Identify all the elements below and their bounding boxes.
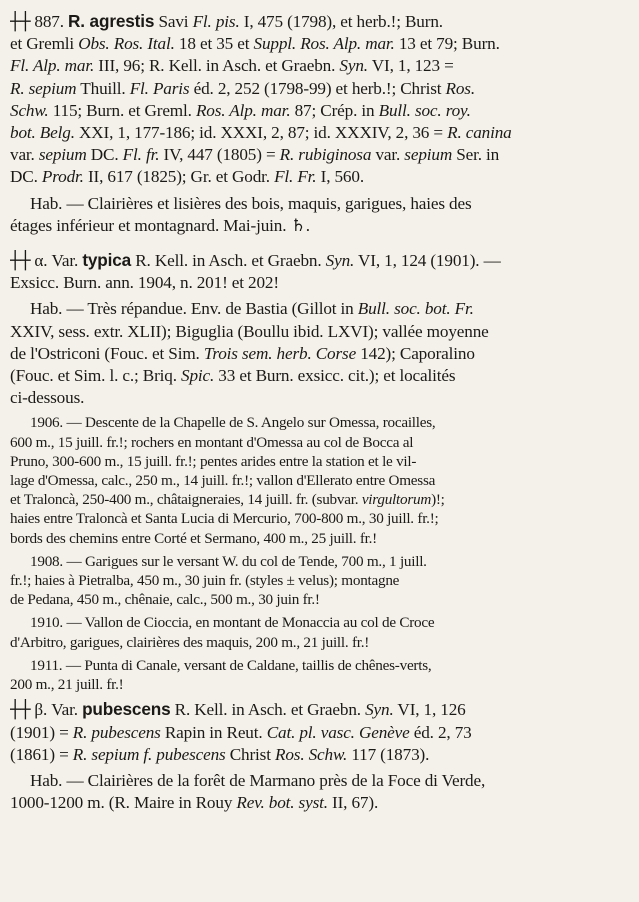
text-run: 1910. — Vallon de Cioccia, en montant de Monaccia au col de Croce xyxy=(30,614,435,632)
text-line xyxy=(10,433,629,452)
text-run: α. Var. xyxy=(34,251,83,271)
citation-italic: Spic. xyxy=(181,366,215,386)
double-cross-symbol: ┼┼ xyxy=(10,12,31,32)
text-paragraph xyxy=(10,656,629,694)
text-line xyxy=(10,590,629,609)
citation-italic: Ros. Schw. xyxy=(274,744,348,764)
text-paragraph xyxy=(10,413,629,547)
text-run: DC. xyxy=(86,145,123,165)
text-line xyxy=(10,215,629,237)
text-run: 18 et 35 et xyxy=(174,34,254,54)
text-paragraph xyxy=(10,298,629,409)
citation-italic: Fl. Fr. xyxy=(274,167,317,187)
text-run: Rapin in Reut. xyxy=(160,722,267,742)
text-paragraph xyxy=(10,193,629,237)
citation-italic: Obs. Ros. Ital. xyxy=(78,34,175,54)
citation-italic: Cat. pl. vasc. Genève xyxy=(266,722,410,742)
text-run: d'Arbitro, garigues, clairières des maquis, 200 m., 21 juill. fr.! xyxy=(10,633,370,651)
text-run: XXI, 1, 177-186; id. XXXI, 2, 87; id. XXXIV, 2, 36 = xyxy=(74,123,448,143)
text-run: var. xyxy=(371,145,405,165)
text-run: de l'Ostriconi (Fouc. et Sim. xyxy=(10,343,204,363)
text-run: haies entre Traloncà et Santa Lucia di Mercurio, 700-800 m., 30 juill. fr.!; xyxy=(10,510,439,528)
text-run: 115; Burn. et Greml. xyxy=(48,100,196,120)
text-line xyxy=(10,166,629,188)
citation-italic: Trois sem. herb. Corse xyxy=(203,343,357,363)
citation-italic: Ros. xyxy=(445,78,475,98)
text-run: (Fouc. et Sim. l. c.; Briq. xyxy=(10,366,182,386)
taxon-name: pubescens xyxy=(82,699,171,720)
text-run: de Pedana, 450 m., chênaie, calc., 500 m., 30 juin fr.! xyxy=(10,591,320,609)
text-run: VI, 1, 123 = xyxy=(367,56,454,76)
text-run: VI, 1, 124 (1901). — xyxy=(354,251,501,271)
text-run: ci-dessous. xyxy=(10,388,85,408)
citation-italic: R. rubiginosa xyxy=(279,145,372,165)
text-line xyxy=(10,471,629,490)
text-run: Hab. — Clairières de la forêt de Marmano près de la Foce di Verde, xyxy=(30,770,486,790)
citation-italic: virgultorum xyxy=(361,491,432,509)
text-run: Hab. — Clairières et lisières des bois, maquis, garigues, haies des xyxy=(30,193,472,213)
taxon-name: typica xyxy=(82,250,132,271)
text-run: 1908. — Garigues sur le versant W. du col de Tende, 700 m., 1 juill. xyxy=(30,552,427,570)
section-gap xyxy=(10,241,629,249)
text-run: Exsicc. Burn. ann. 1904, n. 201! et 202! xyxy=(10,273,279,293)
citation-italic: Syn. xyxy=(365,700,394,720)
text-run: lage d'Omessa, calc., 250 m., 14 juill. fr.!; vallon d'Ellerato entre Omessa xyxy=(10,472,436,490)
text-line xyxy=(10,55,629,77)
text-line xyxy=(10,675,629,694)
citation-italic: Syn. xyxy=(325,251,355,271)
text-run: 1000-1200 m. (R. Maire in Rouy xyxy=(10,793,237,813)
text-run: et Traloncà, 250-400 m., châtaigneraies, 14 juill. fr. (subvar. xyxy=(10,491,362,509)
text-run: II, 617 (1825); Gr. et Godr. xyxy=(83,167,275,187)
citation-italic: Fl. Paris xyxy=(129,78,190,98)
text-run: Ser. in xyxy=(452,145,500,165)
text-run: étages inférieur et montagnard. Mai-juin. ♄. xyxy=(10,215,310,235)
text-line xyxy=(10,365,629,387)
text-line xyxy=(10,552,629,571)
citation-italic: R. sepium xyxy=(10,78,77,98)
text-run: fr.!; haies à Pietralba, 450 m., 30 juin fr. (styles ± velus); montagne xyxy=(10,572,400,590)
citation-italic: R. sepium f. pubescens xyxy=(72,744,226,764)
text-line xyxy=(10,633,629,652)
text-line xyxy=(10,613,629,632)
text-line xyxy=(10,698,629,721)
text-line xyxy=(10,770,629,792)
text-run: II, 67). xyxy=(327,793,379,813)
text-line xyxy=(10,722,629,744)
text-run: DC. xyxy=(10,167,42,187)
citation-italic: Prodr. xyxy=(41,167,84,187)
text-line xyxy=(10,10,629,33)
citation-italic: Schw. xyxy=(10,100,49,120)
text-run: bords des chemins entre Corté et Sermano, 400 m., 25 juill. fr.! xyxy=(10,529,377,547)
text-line xyxy=(10,249,629,272)
text-run: R. Kell. in Asch. et Graebn. xyxy=(131,251,326,271)
text-run: IV, 447 (1805) = xyxy=(159,145,280,165)
text-run: éd. 2, 73 xyxy=(409,722,472,742)
text-run: Hab. — Très répandue. Env. de Bastia (Gillot in xyxy=(30,299,358,319)
text-paragraph xyxy=(10,613,629,651)
citation-italic: Fl. Alp. mar. xyxy=(10,56,95,76)
text-line xyxy=(10,343,629,365)
text-run: var. xyxy=(10,145,39,165)
taxon-entry xyxy=(10,249,629,294)
text-line xyxy=(10,144,629,166)
text-run: (1861) = xyxy=(10,744,73,764)
citation-italic: Bull. soc. bot. Fr. xyxy=(357,299,474,319)
text-run: III, 96; R. Kell. in Asch. et Graebn. xyxy=(94,56,340,76)
text-run: Thuill. xyxy=(76,78,130,98)
text-run: )!; xyxy=(431,491,445,509)
text-run: 200 m., 21 juill. fr.! xyxy=(10,676,124,694)
citation-italic: sepium xyxy=(404,145,453,165)
text-run: 13 et 79; Burn. xyxy=(394,34,500,54)
text-run: 87; Crép. in xyxy=(290,100,379,120)
text-run: 1906. — Descente de la Chapelle de S. Angelo sur Omessa, rocailles, xyxy=(30,414,436,432)
text-run: R. Kell. in Asch. et Graebn. xyxy=(170,700,366,720)
text-paragraph xyxy=(10,770,629,814)
double-cross-symbol: ┼┼ xyxy=(10,700,31,721)
citation-italic: Bull. soc. roy. xyxy=(378,100,471,120)
text-run: (1901) = xyxy=(10,722,73,742)
text-line xyxy=(10,744,629,766)
text-line xyxy=(10,272,629,294)
text-run: β. Var. xyxy=(34,700,83,720)
text-line xyxy=(10,452,629,471)
citation-italic: Ros. Alp. mar. xyxy=(195,100,291,120)
text-line xyxy=(10,490,629,509)
text-line xyxy=(10,509,629,528)
text-run: I, 560. xyxy=(316,167,364,187)
text-line xyxy=(10,100,629,122)
text-line xyxy=(10,33,629,55)
text-line xyxy=(10,529,629,548)
taxon-name: R. agrestis xyxy=(68,11,155,31)
citation-italic: sepium xyxy=(38,145,87,165)
citation-italic: Rev. bot. syst. xyxy=(236,793,328,813)
text-run: 1911. — Punta di Canale, versant de Caldane, taillis de chênes-verts, xyxy=(30,656,432,674)
text-paragraph xyxy=(10,552,629,610)
citation-italic: Fl. fr. xyxy=(122,145,160,165)
text-line xyxy=(10,792,629,814)
text-run: éd. 2, 252 (1798-99) et herb.!; Christ xyxy=(189,78,446,98)
text-run: I, 475 (1798), et herb.!; Burn. xyxy=(239,12,443,31)
text-line xyxy=(10,387,629,409)
citation-italic: bot. Belg. xyxy=(10,123,75,143)
citation-italic: Syn. xyxy=(339,56,368,76)
text-run: 142); Caporalino xyxy=(356,343,475,363)
text-run: Savi xyxy=(154,12,193,31)
text-run: 33 et Burn. exsicc. cit.); et localités xyxy=(214,366,456,386)
text-run: Christ xyxy=(225,744,275,764)
text-run: XXIV, sess. extr. XLII); Biguglia (Boullu ibid. LXVI); vallée moyenne xyxy=(10,321,489,341)
text-line xyxy=(10,298,629,320)
citation-italic: R. canina xyxy=(447,123,512,143)
text-run: Pruno, 300-600 m., 15 juill. fr.!; pentes arides entre la station et le vil- xyxy=(10,452,417,470)
text-run: VI, 1, 126 xyxy=(393,700,466,720)
text-run: 600 m., 15 juill. fr.!; rochers en montant d'Omessa au col de Bocca al xyxy=(10,433,414,451)
citation-italic: Suppl. Ros. Alp. mar. xyxy=(253,34,395,54)
text-line xyxy=(10,122,629,144)
double-cross-symbol: ┼┼ xyxy=(10,251,31,272)
taxon-entry xyxy=(10,10,629,189)
text-line xyxy=(10,78,629,100)
text-run: 117 (1873). xyxy=(347,744,430,764)
text-line xyxy=(10,571,629,590)
text-line xyxy=(10,193,629,215)
citation-italic: Fl. pis. xyxy=(192,12,240,31)
text-line xyxy=(10,656,629,675)
text-line xyxy=(10,413,629,432)
text-run: 887. xyxy=(34,12,69,31)
text-run: et Gremli xyxy=(10,34,79,54)
citation-italic: R. pubescens xyxy=(72,722,161,742)
text-line xyxy=(10,321,629,343)
taxon-entry xyxy=(10,698,629,766)
